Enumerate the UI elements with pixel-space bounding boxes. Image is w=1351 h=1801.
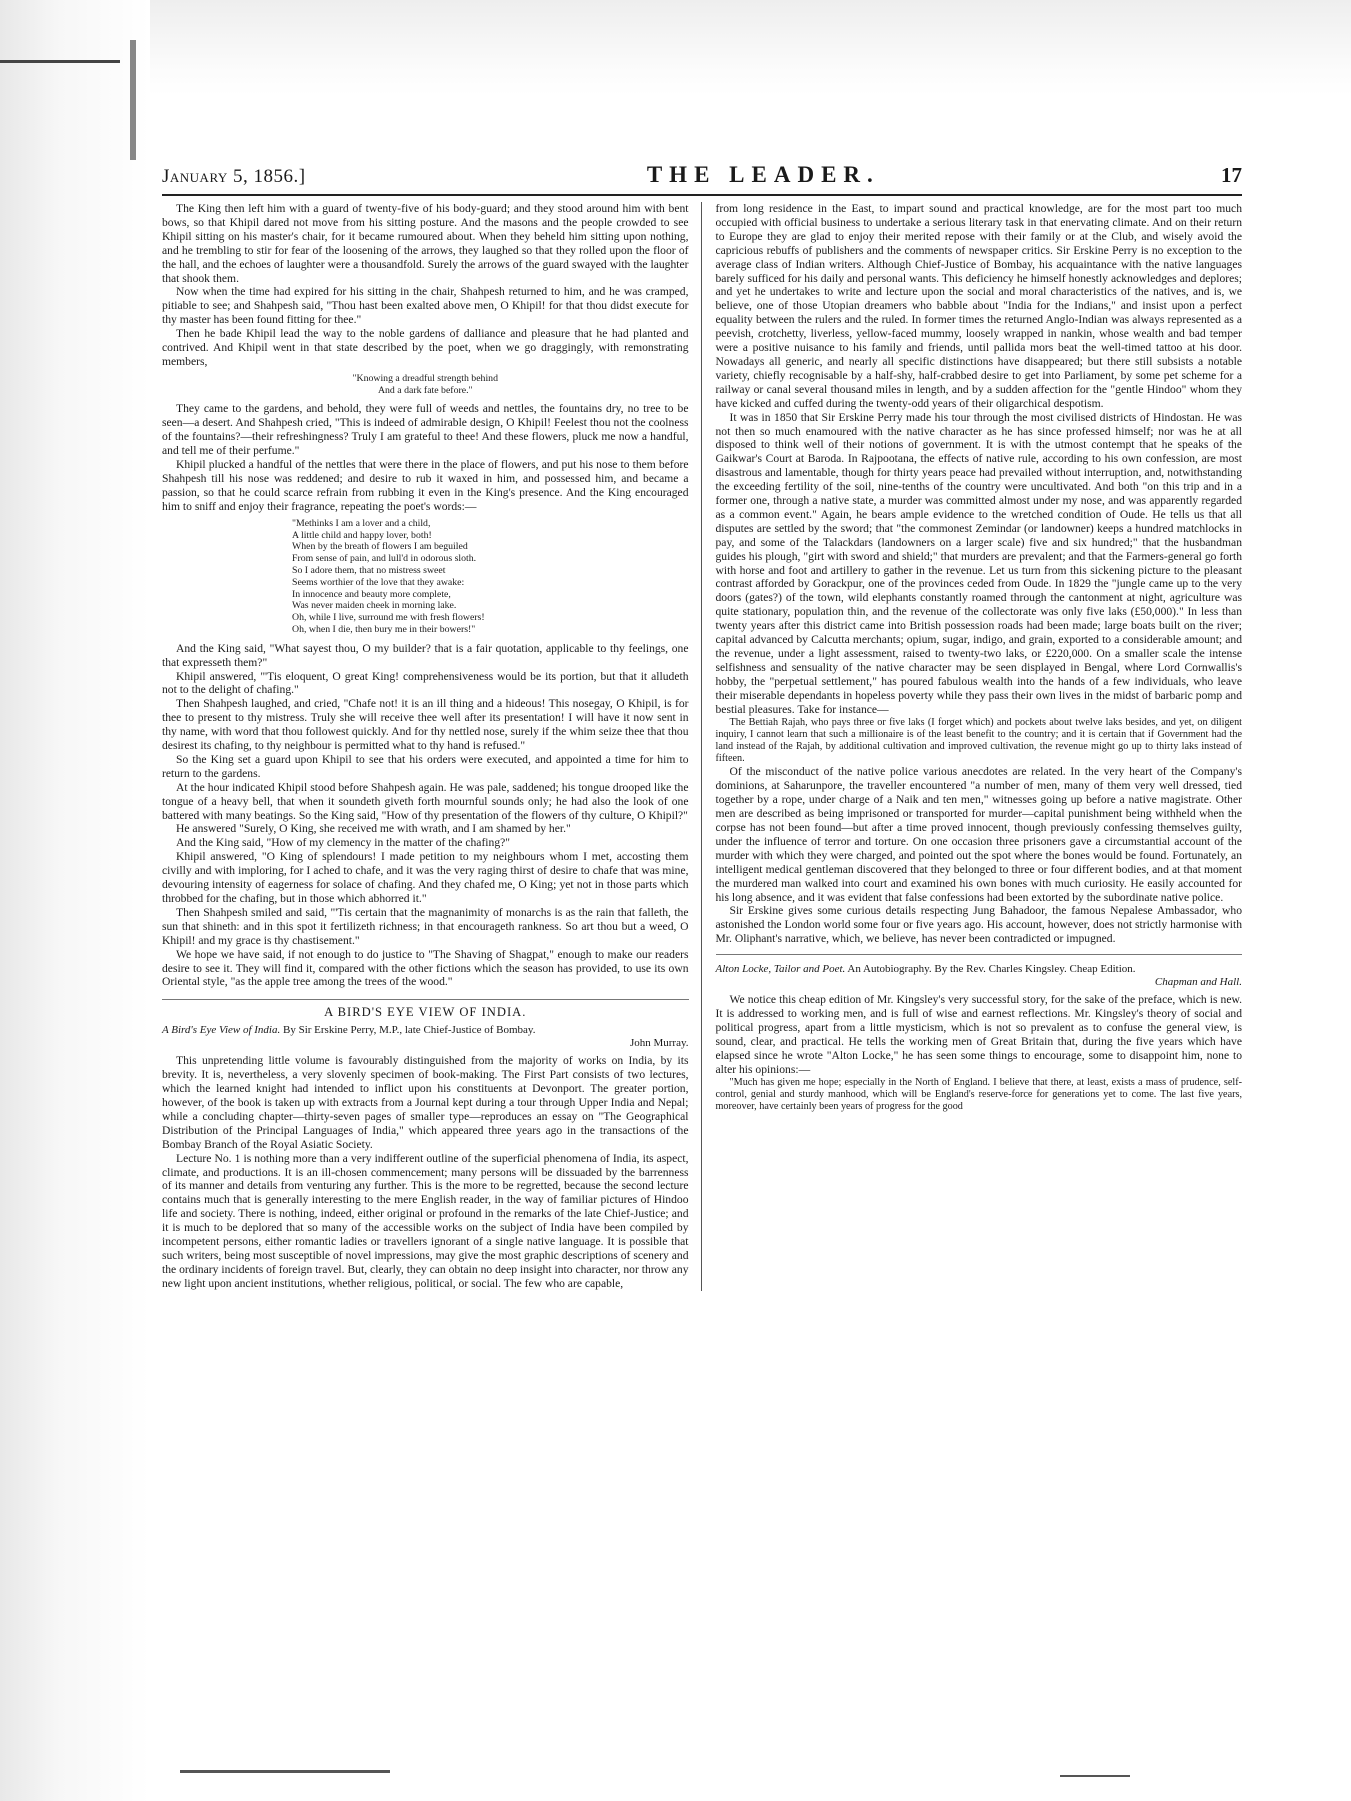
scan-mark <box>1060 1775 1130 1777</box>
verse-line: Oh, when I die, then bury me in their bowers!" <box>292 623 476 635</box>
verse-line: Was never maiden cheek in morning lake. <box>292 600 457 612</box>
verse-line: Oh, while I live, surround me with fresh flowers! <box>292 612 485 624</box>
paragraph: Then Shahpesh smiled and said, "'Tis certain that the magnanimity of monarchs is as the rain that falleth, the sun that shineth: and in this spot it fertilizeth richness; in that encourageth rankness. So art thou but a weed, O Khipil! and my grace is thy chastisement." <box>162 905 689 947</box>
issue-date: January 5, 1856.] <box>162 166 306 187</box>
verse-line: And a dark fate before." <box>377 384 473 396</box>
paragraph: Then he bade Khipil lead the way to the noble gardens of dalliance and pleasure that he had planted and contrived. And Khipil went in that state described by the poet, when we go draggingly, with remonstrating members, <box>162 327 689 368</box>
section-title: A BIRD'S EYE VIEW OF INDIA. <box>162 999 689 1020</box>
paragraph: This unpretending little volume is favourably distinguished from the majority of works on India, by its brevity. It is, nevertheless, a very slovenly specimen of book-making. The First Part consists of two lectures, which the learned knight had intended to inflict upon his constituents at Devonport. The greater portion, however, of the book is taken up with extracts from a Journal kept during a tour through Upper India and Nepal; while a concluding chapter—thirty-seven pages of smaller type—reproduces an essay on "The Geographical Distribution of the Principal Languages of India," which appeared three years ago in the transactions of the Bombay Branch of the Royal Asiatic Society. <box>162 1054 689 1151</box>
book-details: By Sir Erskine Perry, M.P., late Chief-Justice of Bombay. <box>280 1024 536 1037</box>
block-quote: "Much has given me hope; especially in the North of England. I believe that there, at least, exists a mass of prudence, self-control, genial and sturdy manhood, which will be England's reserve-force for generations yet to come. The last five years, moreover, have certainly been years of progress for the good <box>715 1076 1242 1112</box>
paragraph: Lecture No. 1 is nothing more than a very indifferent outline of the superficial phenomena of India, its aspect, climate, and productions. It is an ill-chosen commencement; many persons will be dissuaded by the barrenness of its manner and details from venturing any further. This is the more to be regretted, because the second lecture contains much that is generally interesting to the mere English reader, in the way of familiar pictures of Hindoo life and society. There is nothing, indeed, either original or profound in the remarks of the late Chief-Justice; and it is much to be deplored that so many of the accessible works on the subject of India have been compiled by incompetent persons, either romantic ladies or travellers ignorant of a single native language. It is possible that such writers, being most susceptible of novel impressions, may give the most graphic descriptions of scenery and the ordinary incidents of foreign travel. But, clearly, they can obtain no deep insight into character, nor throw any new light upon ancient institutions, whether religious, political, or social. The few who are capable, <box>162 1151 689 1290</box>
verse-line: So I adore them, that no mistress sweet <box>292 564 446 576</box>
book-publisher: Chapman and Hall. <box>1154 976 1242 989</box>
paragraph: We notice this cheap edition of Mr. Kingsley's very successful story, for the sake of the preface, which is new. It is addressed to working men, and is full of wise and earnest reflections. Mr. Kingsley's theory of social and political progress, apart from a little mysticism, which is not so prevalent as to confuse the general view, is sound, clear, and practical. He tells the working men of Great Britain that, during the five years which have elapsed since he wrote "Alton Locke," he has seen some things to encourage, some to disappoint him, none to alter his opinions:— <box>715 993 1242 1076</box>
paragraph: We hope we have said, if not enough to do justice to "The Shaving of Shagpat," enough to make our readers desire to see it. They will find it, compared with the other fictions which the season has provided, to use its own Oriental style, "as the apple tree among the trees of the wood." <box>162 947 689 989</box>
paragraph: Khipil answered, "O King of splendours! I made petition to my neighbours whom I met, accosting them civilly and with imploring, for I ached to chafe, and it was the very raging thirst of desire to chafe that was mine, devouring intensity of eagerness for solace of chafing. And they chafed me, O King; yet not in those parts which throbbed for the chafing, but in those which abhorred it." <box>162 850 689 905</box>
paragraph: from long residence in the East, to impart sound and practical knowledge, are for the most part too much occupied with official business to undertake a serious literary task in that enervating climate. And on their return to Europe they are glad to enjoy their merited repose with their family or at the Club, and wisely avoid the capricious rebuffs of publishers and the comments of newspaper critics. Sir Erskine Perry is no exception to the average class of Indian writers. Although Chief-Justice of Bombay, his acquaintance with the native languages barely sufficed for his daily and personal wants. This deficiency he himself honestly acknowledges and deplores; and yet he undertakes to write and lecture upon the social and moral characteristics of the natives, and is, we believe, one of those Utopian dreamers who babble about "India for the Indians," and insist upon a perfect equality between the rulers and the ruled. In former times the returned Anglo-Indian was always represented as a peevish, crotchetty, liverless, yellow-faced mummy, loosely wrapped in nankin, whose wealth and bad temper were a positive nuisance to his family and friends, until pallida mors beat the well-timed tattoo at his door. Nowadays all generic, and nearly all specific distinctions have disappeared; but there still subsists a notable variety, chiefly recognisable by a half-shy, half-crabbed desire to get into Parliament, by some pet scheme for a railway or canal several thousand miles in length, and by a sudden affection for the "gentle Hindoo" whom they have kicked and cuffed during the twenty-odd years of their oligarchical despotism. <box>715 202 1242 410</box>
paragraph: At the hour indicated Khipil stood before Shahpesh again. He was pale, saddened; his tongue drooped like the tongue of a heavy bell, that when it soundeth giveth forth mournful sounds only; he had also the look of one battered with many beatings. So the King said, "How of thy presentation of the flowers of thy culture, O Khipil?" <box>162 780 689 822</box>
book-title: A Bird's Eye View of India. <box>162 1024 281 1037</box>
book-notice <box>162 1024 689 1050</box>
paragraph: It was in 1850 that Sir Erskine Perry made his tour through the most civilised districts of Hindostan. He was not then so much enamoured with the native character as he has since professed himself; nor was he at all disposed to think well of their notions of government. It is with the utmost contempt that he speaks of the Gaikwar's Court at Baroda. In Rajpootana, the effects of native rule, according to his own confession, are most disastrous and lamentable, though for thirty years peace had prevailed without interruption, and, notwithstanding the exceeding fertility of the soil, nine-tenths of the country were uncultivated. And both "on this trip and in a former one, through a native state, a murder was committed almost under my nose, and was apparently regarded as a common event." Again, he bears ample evidence to the wretched condition of Oude. He tells us that all disputes are settled by the sword; that "the commonest Zemindar (or landowner) keeps a hundred matchlocks in pay, and some of the Talackdars (landowners on a larger scale) five and six hundred;" that the husbandman guides his plough, "girt with sword and shield;" that murders are prevalent; and that the Farmers-general go forth with horse and foot and artillery to gather in the revenue. Let us turn from this sickening picture to the pleasant contrast afforded by Gorackpur, one of the provinces ceded from Oude. In 1829 the "jungle came up to the very doors (gates?) of the town, wild elephants constantly roamed through the cantonment at night, agriculture was quite stationary, population thin, and the revenue of the collectorate was only five laks (£50,000)." In less than twenty years after this district came into British possession roads had been made; large boats built on the river; capital advanced by Calcutta merchants; opium, sugar, indigo, and grain, exported to a considerable amount; and the revenue, under a light assessment, raised to twenty-two laks, or £220,000. On a smaller scale the intense selfishness and sensuality of the native character may be seen displayed in Bengal, where Lord Cornwallis's hobby, the "perpetual settlement," has poured fabulous wealth into the hands of a few individuals, who leave their miserable dependants in hopeless poverty while they pass their own lives in the midst of barbaric pomp and bestial pleasures. Take for instance— <box>715 410 1242 716</box>
scan-mark <box>0 60 120 63</box>
left-column <box>162 202 702 1291</box>
paragraph: So the King set a guard upon Khipil to see that his orders were executed, and appointed a time for him to return to the gardens. <box>162 752 689 780</box>
paragraph: He answered "Surely, O King, she received me with wrath, and I am shamed by her." <box>176 822 571 836</box>
divider <box>716 954 1243 955</box>
book-publisher: John Murray. <box>629 1037 689 1050</box>
book-details: An Autobiography. By the Rev. Charles Kingsley. Cheap Edition. <box>845 963 1136 976</box>
block-quote: The Bettiah Rajah, who pays three or five laks (I forget which) and pockets about twelve laks besides, and yet, on diligent inquiry, I cannot learn that such a millionaire is of the least benefit to the country; and it is certain that if Government had the land instead of the Rajah, by additional cultivation and improved cultivation, the revenue might go up to thirty laks instead of fifteen. <box>715 716 1242 765</box>
paragraph: And the King said, "How of my clemency in the matter of the chafing?" <box>176 836 510 850</box>
verse-line: A little child and happy lover, both! <box>292 529 432 541</box>
scan-left-edge <box>0 0 150 1801</box>
book-notice <box>716 963 1243 989</box>
book-title: Alton Locke, Tailor and Poet. <box>715 963 846 976</box>
verse-quote <box>162 373 689 397</box>
paragraph: And the King said, "What sayest thou, O my builder? that is a fair quotation, applicable to thy feelings, one that expresseth them?" <box>162 641 689 669</box>
paragraph: Sir Erskine gives some curious details respecting Jung Bahadoor, the famous Nepalese Ambassador, who astonished the London world some four or five years ago. His account, however, does not strictly harmonise with Mr. Oliphant's narrative, which, we believe, has never been contradicted or impugned. <box>715 904 1242 946</box>
paragraph: Khipil plucked a handful of the nettles that were there in the place of flowers, and put his nose to them before Shahpesh till his nose was reddened; and desire to rub it waxed in him, and possessed him, and became a passion, so that he could scarce refrain from rubbing it even in the King's presence. And the King encouraged him to sniff and enjoy their fragrance, repeating the poet's words:— <box>162 458 689 513</box>
newspaper-title: THE LEADER. <box>646 162 880 187</box>
paragraph: Then Shahpesh laughed, and cried, "Chafe not! it is an ill thing and a hideous! This nosegay, O Khipil, is for thee to present to thy mistress. Truly she will receive thee well after its presentation! I will have it now sent in thy name, with word that thou followest quickly. And for thy nettled nose, surely if the whim seize thee that thou desirest its chafing, to thy neighbour is permitted what to thy hand is refused." <box>162 697 689 753</box>
verse-line: "Knowing a dreadful strength behind <box>352 372 498 384</box>
paragraph: Khipil answered, "'Tis eloquent, O great King! comprehensiveness would be its portion, but that it alludeth not to the delight of chafing." <box>162 669 689 697</box>
verse-quote <box>162 518 689 636</box>
verse-line: When by the breath of flowers I am beguiled <box>292 541 468 553</box>
masthead <box>162 162 1242 196</box>
right-column <box>716 202 1243 1291</box>
paragraph: Of the misconduct of the native police various anecdotes are related. In the very heart of the Company's dominions, at Saharunpore, the traveller encountered "a number of men, many of them very well dressed, tied together by a rope, under charge of a Naik and ten men," witnesses going up before a native magistrate. Other men are described as being imprisoned or transported for murder—capital punishment being withheld when the corpse has not been found—but after a time proved innocent, though previously confessing themselves guilty, under the influence of terror and torture. On one occasion three prisoners gave a circumstantial account of the murder with which they were charged, and pointed out the spot where the bones would be found. Fortunately, an intelligent medical gentleman discovered that they belonged to three or four different bodies, and at that moment the murdered man walked into court and examined his own bones with much curiosity. He easily accounted for his long absence, and it was evident that false confessions had been extorted by the subordinate native police. <box>715 765 1242 904</box>
scan-mark <box>130 40 136 160</box>
verse-line: In innocence and beauty more complete, <box>292 588 451 600</box>
paragraph: The King then left him with a guard of twenty-five of his body-guard; and they stood around him with bent bows, so that Khipil dared not move from his sitting posture. And the masons and the people crowded to see Khipil sitting on his master's chair, for it became rumoured about. When they beheld him sitting upon nothing, and he trembling to stir for fear of the loosening of the arrows, they laughed so that they rolled upon the floor of the hall, and the echoes of laughter were a thousandfold. Surely the arrows of the guard swayed with the laughter that shook them. <box>162 202 689 285</box>
paragraph: They came to the gardens, and behold, they were full of weeds and nettles, the fountains dry, no tree to be seen—a desert. And Shahpesh cried, "This is indeed of admirable design, O Khipil! Feelest thou not the coolness of the fountains?—their refreshingness? Truly I am grateful to thee! And these flowers, pluck me now a handful, and tell me of their perfume." <box>162 402 689 458</box>
page-number: 17 <box>1221 163 1242 187</box>
newspaper-page <box>162 162 1242 1762</box>
verse-line: "Methinks I am a lover and a child, <box>292 517 431 529</box>
verse-line: From sense of pain, and lull'd in odorous sloth. <box>292 553 477 565</box>
scan-mark <box>180 1770 390 1773</box>
verse-line: Seems worthier of the love that they awake: <box>292 576 465 588</box>
scan-top-shadow <box>0 0 1351 95</box>
article-columns <box>162 202 1242 1291</box>
paragraph: Now when the time had expired for his sitting in the chair, Shahpesh returned to him, and he was cramped, pitiable to see; and Shahpesh said, "Thou hast been exalted above men, O Khipil! for that thou didst execute for thy master has been found fitting for thee." <box>162 285 689 327</box>
